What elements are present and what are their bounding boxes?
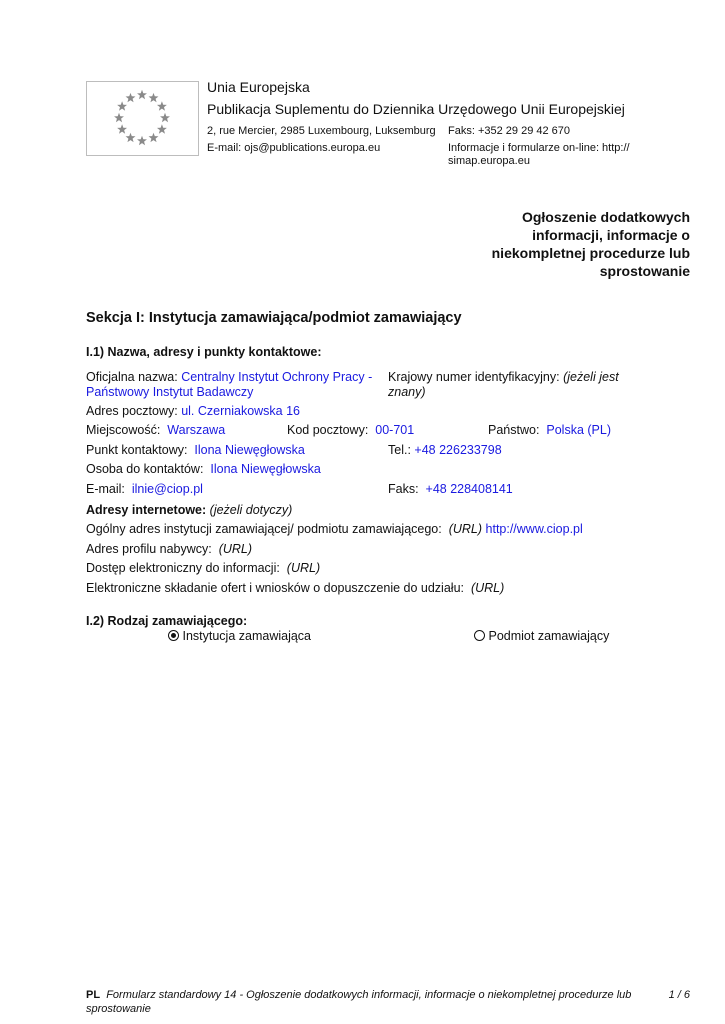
fax-label: Faks: [388, 482, 419, 496]
url-tag: (URL) [448, 522, 483, 536]
postal-value: ul. Czerniakowska 16 [181, 404, 301, 418]
country-label: Państwo: [488, 423, 540, 437]
notice-title-line: informacji, informacje o [532, 227, 690, 243]
city-label: Miejscowość: [86, 423, 161, 437]
electronic-submission-row [86, 580, 504, 596]
header-publication: Publikacja Suplementu do Dziennika Urzędowego Unii Europejskiej [207, 101, 625, 117]
zip-label: Kod pocztowy: [287, 423, 369, 437]
flag-star-icon [117, 101, 127, 110]
flag-star-icon [157, 124, 167, 133]
buyer-profile-row [86, 541, 252, 557]
general-address-link[interactable]: http://www.ciop.pl [485, 522, 583, 536]
fax-row [388, 481, 513, 497]
national-id-row [388, 369, 619, 385]
flag-star-icon [149, 133, 159, 142]
flag-star-icon [160, 113, 170, 122]
postal-row [86, 403, 300, 419]
header-email: E-mail: ojs@publications.europa.eu [207, 142, 381, 154]
zip-value: 00-701 [375, 423, 415, 437]
national-id-note-cont: znany) [388, 385, 426, 399]
contact-person-row [86, 461, 321, 477]
national-id-label: Krajowy numer identyfikacyjny: [388, 370, 560, 384]
flag-star-icon [149, 93, 159, 102]
official-name-row [86, 369, 372, 385]
flag-star-icon [117, 124, 127, 133]
flag-star-icon [126, 93, 136, 102]
tel-value: +48 226233798 [414, 443, 502, 457]
flag-star-icon [137, 136, 147, 145]
internet-row [86, 502, 292, 518]
subsection-title-2: I.2) Rodzaj zamawiającego: [86, 614, 248, 628]
general-address-row [86, 521, 583, 537]
notice-title-line: Ogłoszenie dodatkowych [521, 209, 690, 225]
electronic-submission-label: Elektroniczne składanie ofert i wniosków o dopuszczenie do udziału: [86, 581, 464, 595]
flag-star-icon [137, 90, 147, 99]
zip-row [287, 422, 414, 438]
radio-unselected-icon[interactable] [474, 630, 485, 641]
url-tag: (URL) [286, 561, 321, 575]
official-name-value-cont: Państwowy Instytut Badawczy [86, 385, 254, 399]
country-value: Polska (PL) [546, 423, 611, 437]
tel-row [388, 442, 502, 458]
city-value: Warszawa [167, 423, 226, 437]
url-tag: (URL) [470, 581, 505, 595]
postal-label: Adres pocztowy: [86, 404, 178, 418]
buyer-profile-label: Adres profilu nabywcy: [86, 542, 212, 556]
radio-option-label: Instytucja zamawiająca [182, 629, 312, 643]
header-org: Unia Europejska [207, 79, 310, 95]
footer-page-number: 1 / 6 [668, 989, 690, 1001]
email-row [86, 481, 203, 497]
footer-form [86, 988, 646, 1016]
general-address-label: Ogólny adres instytucji zamawiającej/ podmiotu zamawiającego: [86, 522, 442, 536]
radio-option-contracting-entity[interactable] [474, 628, 609, 644]
city-row [86, 422, 225, 438]
email-label: E-mail: [86, 482, 125, 496]
header-fax: Faks: +352 29 29 42 670 [448, 125, 571, 137]
tel-label: Tel.: [388, 443, 411, 457]
header-address: 2, rue Mercier, 2985 Luxembourg, Luksemburg [207, 125, 436, 137]
contact-point-label: Punkt kontaktowy: [86, 443, 188, 457]
contact-person-label: Osoba do kontaktów: [86, 462, 204, 476]
internet-note: (jeżeli dotyczy) [209, 503, 293, 517]
eu-flag-icon [86, 81, 199, 156]
electronic-access-label: Dostęp elektroniczny do informacji: [86, 561, 280, 575]
footer-lang: PL [86, 989, 101, 1001]
header-online-line1: Informacje i formularze on-line: http:// [448, 142, 630, 154]
contact-person-value: Ilona Niewęgłowska [210, 462, 321, 476]
electronic-access-row [86, 560, 320, 576]
contact-point-row [86, 442, 305, 458]
email-link[interactable]: ilnie@ciop.pl [131, 482, 203, 496]
radio-selected-icon[interactable] [168, 630, 179, 641]
notice-title-line: niekompletnej procedurze lub [491, 245, 690, 261]
url-tag: (URL) [218, 542, 253, 556]
notice-title-line: sprostowanie [599, 263, 690, 279]
radio-option-label: Podmiot zamawiający [488, 629, 610, 643]
flag-star-icon [126, 133, 136, 142]
footer-form-title-cont: sprostowanie [86, 1003, 151, 1015]
official-name-label: Oficjalna nazwa: [86, 370, 178, 384]
contact-point-value: Ilona Niewęgłowska [194, 443, 305, 457]
flag-star-icon [114, 113, 124, 122]
official-name-value: Centralny Instytut Ochrony Pracy - [181, 370, 373, 384]
section-title: Sekcja I: Instytucja zamawiająca/podmiot zamawiający [86, 310, 462, 326]
notice-title [430, 208, 690, 280]
subsection-title: I.1) Nazwa, adresy i punkty kontaktowe: [86, 345, 322, 359]
fax-value: +48 228408141 [425, 482, 513, 496]
footer-form-title: Formularz standardowy 14 - Ogłoszenie dodatkowych informacji, informacje o niekompletnej procedurze lub [106, 989, 632, 1001]
national-id-note: (jeżeli jest [563, 370, 619, 384]
country-row [488, 422, 611, 438]
flag-star-icon [157, 101, 167, 110]
radio-option-contracting-authority[interactable] [168, 628, 311, 644]
header-online-line2: simap.europa.eu [448, 155, 530, 167]
internet-label: Adresy internetowe: [86, 503, 207, 517]
